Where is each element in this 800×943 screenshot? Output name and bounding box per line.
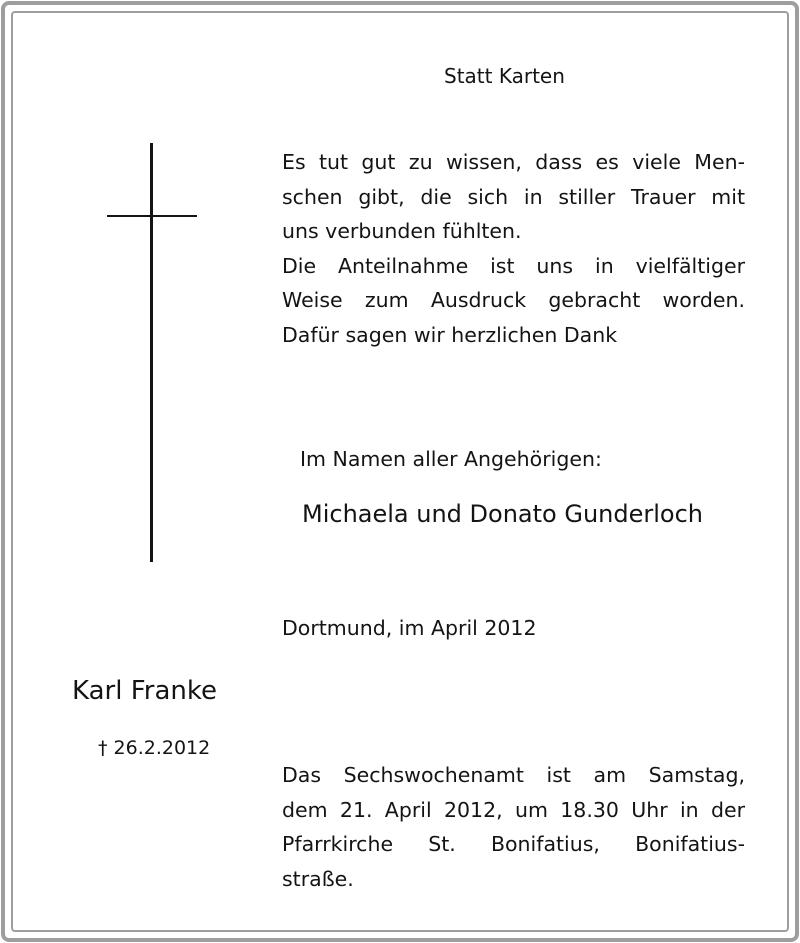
thanks-line: Die Anteilnahme ist uns in vielfältiger xyxy=(282,253,745,278)
family-name: Michaela und Donato Gunderloch xyxy=(302,500,703,528)
cross-vertical-beam xyxy=(150,143,153,562)
service-paragraph xyxy=(282,758,745,896)
cross-horizontal-beam xyxy=(107,215,197,217)
thanks-line: Dafür sagen wir herzlichen Dank xyxy=(282,322,618,347)
thanks-paragraph xyxy=(282,145,745,352)
thanks-line: uns verbunden fühlten. xyxy=(282,219,522,243)
thanks-line: Weise zum Ausdruck gebracht worden. xyxy=(282,288,745,312)
service-line: Pfarrkirche St. Bonifatius, Bonifatius- xyxy=(282,832,745,856)
service-line: Das Sechswochenamt ist am Samstag, xyxy=(282,763,745,787)
thanks-line: Es tut gut zu wissen, dass es viele Men- xyxy=(282,150,745,174)
thanks-line: schen gibt, die sich in stiller Trauer mit xyxy=(282,184,745,209)
death-date: † 26.2.2012 xyxy=(98,737,211,759)
signoff-label: Im Namen aller Angehörigen: xyxy=(300,447,602,471)
service-line: dem 21. April 2012, um 18.30 Uhr in der xyxy=(282,797,745,822)
deceased-name: Karl Franke xyxy=(72,676,217,706)
notice-header: Statt Karten xyxy=(444,64,565,88)
service-line: straße. xyxy=(282,866,354,891)
place-date: Dortmund, im April 2012 xyxy=(282,616,537,640)
